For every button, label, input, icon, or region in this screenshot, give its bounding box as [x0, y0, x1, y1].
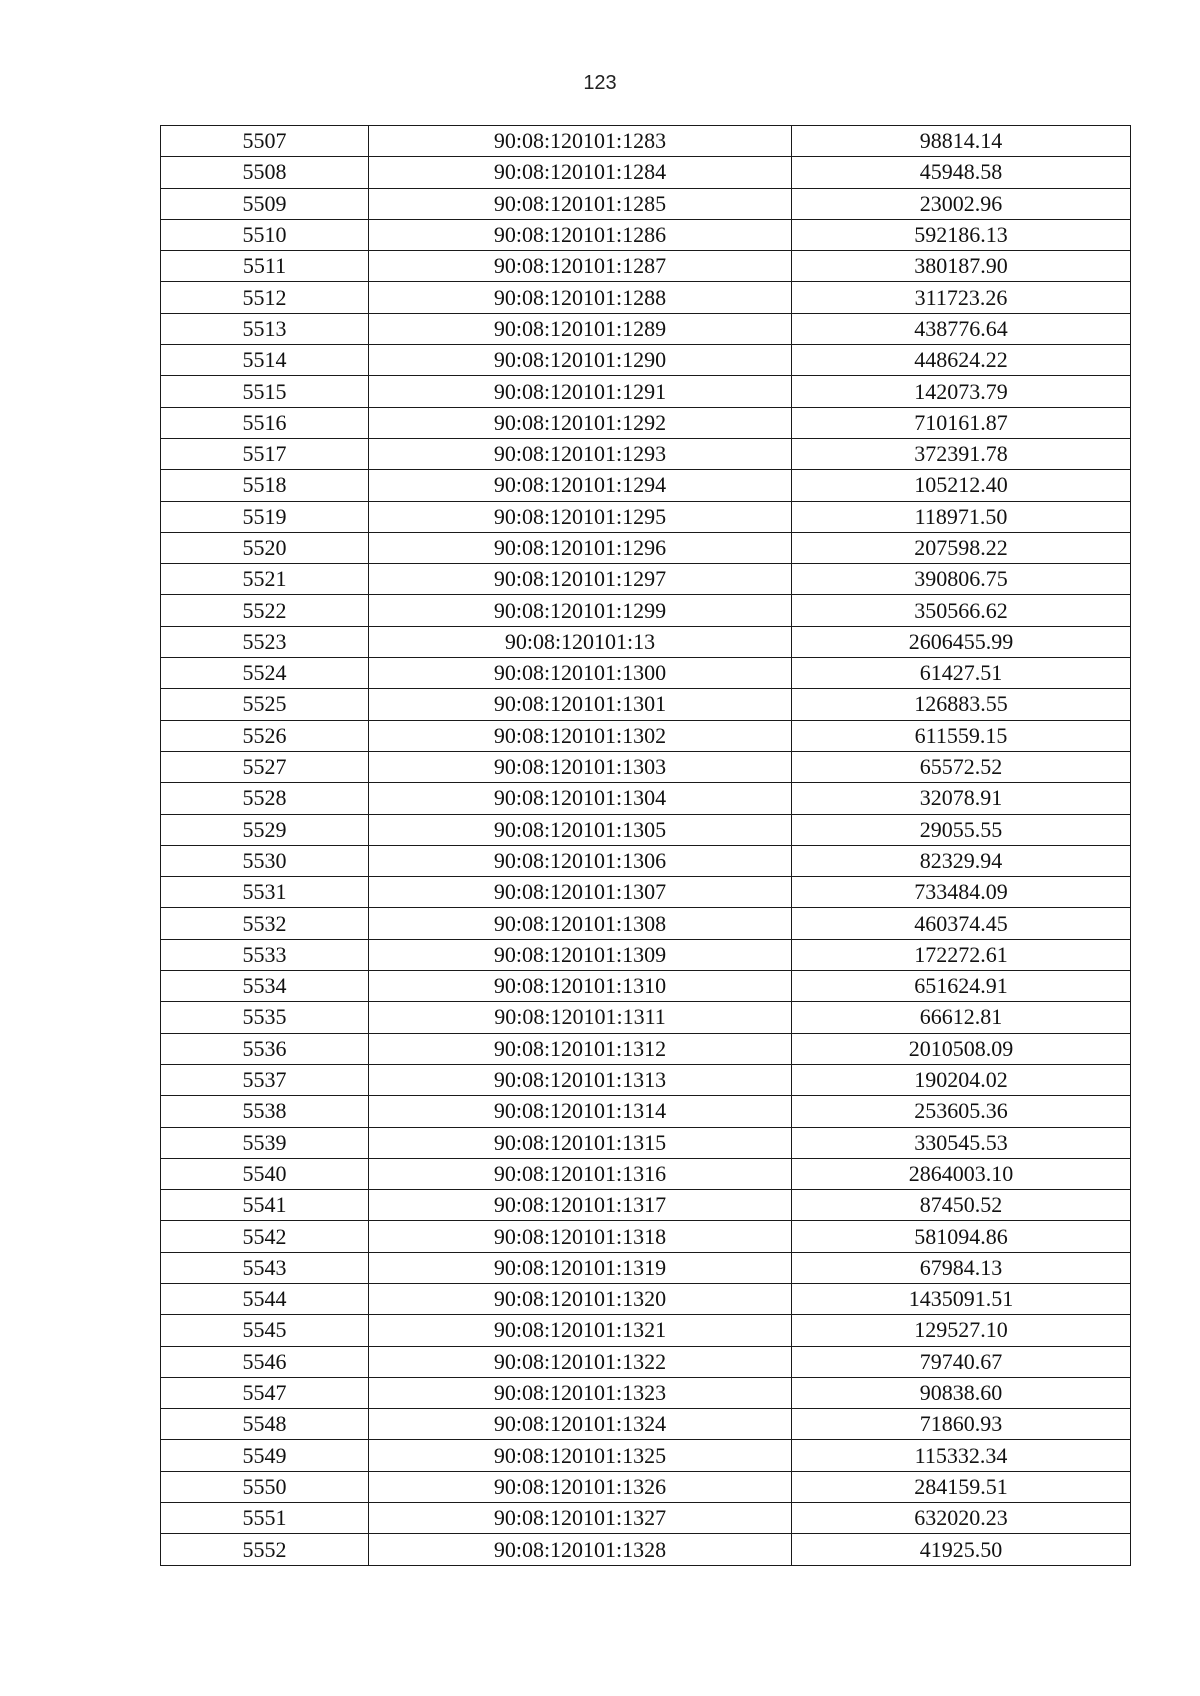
- table-row: [161, 313, 1131, 344]
- cadastral-code-cell: 90:08:120101:1289: [369, 313, 792, 344]
- value-cell: 592186.13: [792, 219, 1131, 250]
- value-cell: 611559.15: [792, 720, 1131, 751]
- table-row: [161, 376, 1131, 407]
- row-number-cell: 5550: [161, 1471, 369, 1502]
- row-number-cell: 5530: [161, 845, 369, 876]
- cadastral-code-cell: 90:08:120101:1290: [369, 345, 792, 376]
- value-cell: 32078.91: [792, 783, 1131, 814]
- cadastral-code-cell: 90:08:120101:1296: [369, 532, 792, 563]
- cadastral-code-cell: 90:08:120101:1319: [369, 1252, 792, 1283]
- row-number-cell: 5529: [161, 814, 369, 845]
- row-number-cell: 5526: [161, 720, 369, 751]
- value-cell: 190204.02: [792, 1064, 1131, 1095]
- value-cell: 98814.14: [792, 126, 1131, 157]
- cadastral-code-cell: 90:08:120101:1320: [369, 1283, 792, 1314]
- value-cell: 126883.55: [792, 689, 1131, 720]
- cadastral-code-cell: 90:08:120101:1304: [369, 783, 792, 814]
- table-row: [161, 188, 1131, 219]
- table-row: [161, 157, 1131, 188]
- cadastral-code-cell: 90:08:120101:1324: [369, 1409, 792, 1440]
- cadastral-code-cell: 90:08:120101:1295: [369, 501, 792, 532]
- row-number-cell: 5525: [161, 689, 369, 720]
- cadastral-code-cell: 90:08:120101:1292: [369, 407, 792, 438]
- value-cell: 142073.79: [792, 376, 1131, 407]
- value-cell: 284159.51: [792, 1471, 1131, 1502]
- table-row: [161, 1158, 1131, 1189]
- cadastral-code-cell: 90:08:120101:1311: [369, 1002, 792, 1033]
- value-cell: 311723.26: [792, 282, 1131, 313]
- cadastral-code-cell: 90:08:120101:1316: [369, 1158, 792, 1189]
- value-cell: 651624.91: [792, 971, 1131, 1002]
- table-row: [161, 501, 1131, 532]
- value-cell: 330545.53: [792, 1127, 1131, 1158]
- table-row: [161, 470, 1131, 501]
- value-cell: 23002.96: [792, 188, 1131, 219]
- table-row: [161, 1409, 1131, 1440]
- row-number-cell: 5522: [161, 595, 369, 626]
- row-number-cell: 5544: [161, 1283, 369, 1314]
- cadastral-code-cell: 90:08:120101:1293: [369, 438, 792, 469]
- row-number-cell: 5521: [161, 564, 369, 595]
- row-number-cell: 5535: [161, 1002, 369, 1033]
- row-number-cell: 5538: [161, 1096, 369, 1127]
- value-cell: 129527.10: [792, 1315, 1131, 1346]
- row-number-cell: 5537: [161, 1064, 369, 1095]
- value-cell: 115332.34: [792, 1440, 1131, 1471]
- cadastral-code-cell: 90:08:120101:1283: [369, 126, 792, 157]
- row-number-cell: 5543: [161, 1252, 369, 1283]
- cadastral-code-cell: 90:08:120101:1314: [369, 1096, 792, 1127]
- value-cell: 253605.36: [792, 1096, 1131, 1127]
- value-cell: 390806.75: [792, 564, 1131, 595]
- cadastral-code-cell: 90:08:120101:1286: [369, 219, 792, 250]
- row-number-cell: 5533: [161, 939, 369, 970]
- row-number-cell: 5552: [161, 1534, 369, 1565]
- row-number-cell: 5545: [161, 1315, 369, 1346]
- row-number-cell: 5507: [161, 126, 369, 157]
- table-row: [161, 939, 1131, 970]
- row-number-cell: 5513: [161, 313, 369, 344]
- table-row: [161, 1190, 1131, 1221]
- cadastral-code-cell: 90:08:120101:1323: [369, 1377, 792, 1408]
- value-cell: 82329.94: [792, 845, 1131, 876]
- cadastral-code-cell: 90:08:120101:1318: [369, 1221, 792, 1252]
- row-number-cell: 5518: [161, 470, 369, 501]
- row-number-cell: 5509: [161, 188, 369, 219]
- row-number-cell: 5536: [161, 1033, 369, 1064]
- table-row: [161, 251, 1131, 282]
- row-number-cell: 5510: [161, 219, 369, 250]
- cadastral-code-cell: 90:08:120101:1321: [369, 1315, 792, 1346]
- table-row: [161, 814, 1131, 845]
- table-row: [161, 1064, 1131, 1095]
- cadastral-code-cell: 90:08:120101:1308: [369, 908, 792, 939]
- value-cell: 448624.22: [792, 345, 1131, 376]
- cadastral-code-cell: 90:08:120101:1312: [369, 1033, 792, 1064]
- cadastral-code-cell: 90:08:120101:1299: [369, 595, 792, 626]
- cadastral-code-cell: 90:08:120101:1291: [369, 376, 792, 407]
- table-row: [161, 1096, 1131, 1127]
- cadastral-code-cell: 90:08:120101:1326: [369, 1471, 792, 1502]
- value-cell: 79740.67: [792, 1346, 1131, 1377]
- cadastral-code-cell: 90:08:120101:1325: [369, 1440, 792, 1471]
- row-number-cell: 5548: [161, 1409, 369, 1440]
- row-number-cell: 5540: [161, 1158, 369, 1189]
- row-number-cell: 5534: [161, 971, 369, 1002]
- table-row: [161, 908, 1131, 939]
- value-cell: 2864003.10: [792, 1158, 1131, 1189]
- value-cell: 380187.90: [792, 251, 1131, 282]
- row-number-cell: 5527: [161, 751, 369, 782]
- cadastral-code-cell: 90:08:120101:1309: [369, 939, 792, 970]
- cadastral-code-cell: 90:08:120101:1294: [369, 470, 792, 501]
- cadastral-code-cell: 90:08:120101:1313: [369, 1064, 792, 1095]
- cadastral-code-cell: 90:08:120101:1302: [369, 720, 792, 751]
- cadastral-code-cell: 90:08:120101:1301: [369, 689, 792, 720]
- value-cell: 66612.81: [792, 1002, 1131, 1033]
- cadastral-code-cell: 90:08:120101:1303: [369, 751, 792, 782]
- value-cell: 350566.62: [792, 595, 1131, 626]
- value-cell: 61427.51: [792, 658, 1131, 689]
- value-cell: 2010508.09: [792, 1033, 1131, 1064]
- row-number-cell: 5511: [161, 251, 369, 282]
- row-number-cell: 5546: [161, 1346, 369, 1377]
- table-row: [161, 1221, 1131, 1252]
- row-number-cell: 5547: [161, 1377, 369, 1408]
- cadastral-code-cell: 90:08:120101:1306: [369, 845, 792, 876]
- table-row: [161, 1346, 1131, 1377]
- value-cell: 41925.50: [792, 1534, 1131, 1565]
- table-row: [161, 532, 1131, 563]
- cadastral-code-cell: 90:08:120101:1307: [369, 877, 792, 908]
- cadastral-code-cell: 90:08:120101:1284: [369, 157, 792, 188]
- row-number-cell: 5517: [161, 438, 369, 469]
- table-row: [161, 438, 1131, 469]
- row-number-cell: 5515: [161, 376, 369, 407]
- row-number-cell: 5528: [161, 783, 369, 814]
- row-number-cell: 5549: [161, 1440, 369, 1471]
- table-row: [161, 1283, 1131, 1314]
- cadastral-code-cell: 90:08:120101:1310: [369, 971, 792, 1002]
- cadastral-code-cell: 90:08:120101:1305: [369, 814, 792, 845]
- row-number-cell: 5523: [161, 626, 369, 657]
- row-number-cell: 5542: [161, 1221, 369, 1252]
- table-body: [161, 126, 1131, 1566]
- cadastral-code-cell: 90:08:120101:1287: [369, 251, 792, 282]
- row-number-cell: 5512: [161, 282, 369, 313]
- value-cell: 372391.78: [792, 438, 1131, 469]
- value-cell: 581094.86: [792, 1221, 1131, 1252]
- table-row: [161, 658, 1131, 689]
- table-row: [161, 720, 1131, 751]
- table-row: [161, 751, 1131, 782]
- row-number-cell: 5531: [161, 877, 369, 908]
- value-cell: 90838.60: [792, 1377, 1131, 1408]
- table-row: [161, 1440, 1131, 1471]
- table-row: [161, 564, 1131, 595]
- data-table: [160, 125, 1131, 1566]
- cadastral-code-cell: 90:08:120101:1322: [369, 1346, 792, 1377]
- value-cell: 45948.58: [792, 157, 1131, 188]
- value-cell: 207598.22: [792, 532, 1131, 563]
- row-number-cell: 5524: [161, 658, 369, 689]
- table-row: [161, 845, 1131, 876]
- value-cell: 67984.13: [792, 1252, 1131, 1283]
- value-cell: 118971.50: [792, 501, 1131, 532]
- value-cell: 733484.09: [792, 877, 1131, 908]
- table-row: [161, 1127, 1131, 1158]
- page-number: 123: [583, 72, 617, 94]
- row-number-cell: 5541: [161, 1190, 369, 1221]
- value-cell: 710161.87: [792, 407, 1131, 438]
- cadastral-code-cell: 90:08:120101:1297: [369, 564, 792, 595]
- value-cell: 2606455.99: [792, 626, 1131, 657]
- value-cell: 71860.93: [792, 1409, 1131, 1440]
- cadastral-code-cell: 90:08:120101:1327: [369, 1503, 792, 1534]
- cadastral-code-cell: 90:08:120101:1315: [369, 1127, 792, 1158]
- row-number-cell: 5532: [161, 908, 369, 939]
- value-cell: 438776.64: [792, 313, 1131, 344]
- value-cell: 1435091.51: [792, 1283, 1131, 1314]
- row-number-cell: 5516: [161, 407, 369, 438]
- value-cell: 105212.40: [792, 470, 1131, 501]
- table-row: [161, 783, 1131, 814]
- row-number-cell: 5520: [161, 532, 369, 563]
- table-row: [161, 126, 1131, 157]
- table-row: [161, 1503, 1131, 1534]
- value-cell: 460374.45: [792, 908, 1131, 939]
- value-cell: 87450.52: [792, 1190, 1131, 1221]
- table-row: [161, 626, 1131, 657]
- row-number-cell: 5539: [161, 1127, 369, 1158]
- table-row: [161, 877, 1131, 908]
- table-row: [161, 1534, 1131, 1565]
- value-cell: 632020.23: [792, 1503, 1131, 1534]
- cadastral-code-cell: 90:08:120101:1285: [369, 188, 792, 219]
- value-cell: 65572.52: [792, 751, 1131, 782]
- row-number-cell: 5551: [161, 1503, 369, 1534]
- row-number-cell: 5514: [161, 345, 369, 376]
- table-row: [161, 282, 1131, 313]
- table-row: [161, 345, 1131, 376]
- cadastral-code-cell: 90:08:120101:1328: [369, 1534, 792, 1565]
- cadastral-code-cell: 90:08:120101:13: [369, 626, 792, 657]
- table-row: [161, 219, 1131, 250]
- table-row: [161, 1002, 1131, 1033]
- value-cell: 29055.55: [792, 814, 1131, 845]
- value-cell: 172272.61: [792, 939, 1131, 970]
- cadastral-code-cell: 90:08:120101:1300: [369, 658, 792, 689]
- table-row: [161, 1377, 1131, 1408]
- table-row: [161, 689, 1131, 720]
- table-row: [161, 971, 1131, 1002]
- table-row: [161, 1033, 1131, 1064]
- table-row: [161, 1252, 1131, 1283]
- table-row: [161, 595, 1131, 626]
- row-number-cell: 5519: [161, 501, 369, 532]
- cadastral-code-cell: 90:08:120101:1288: [369, 282, 792, 313]
- table-row: [161, 1315, 1131, 1346]
- row-number-cell: 5508: [161, 157, 369, 188]
- cadastral-code-cell: 90:08:120101:1317: [369, 1190, 792, 1221]
- table-row: [161, 1471, 1131, 1502]
- table-row: [161, 407, 1131, 438]
